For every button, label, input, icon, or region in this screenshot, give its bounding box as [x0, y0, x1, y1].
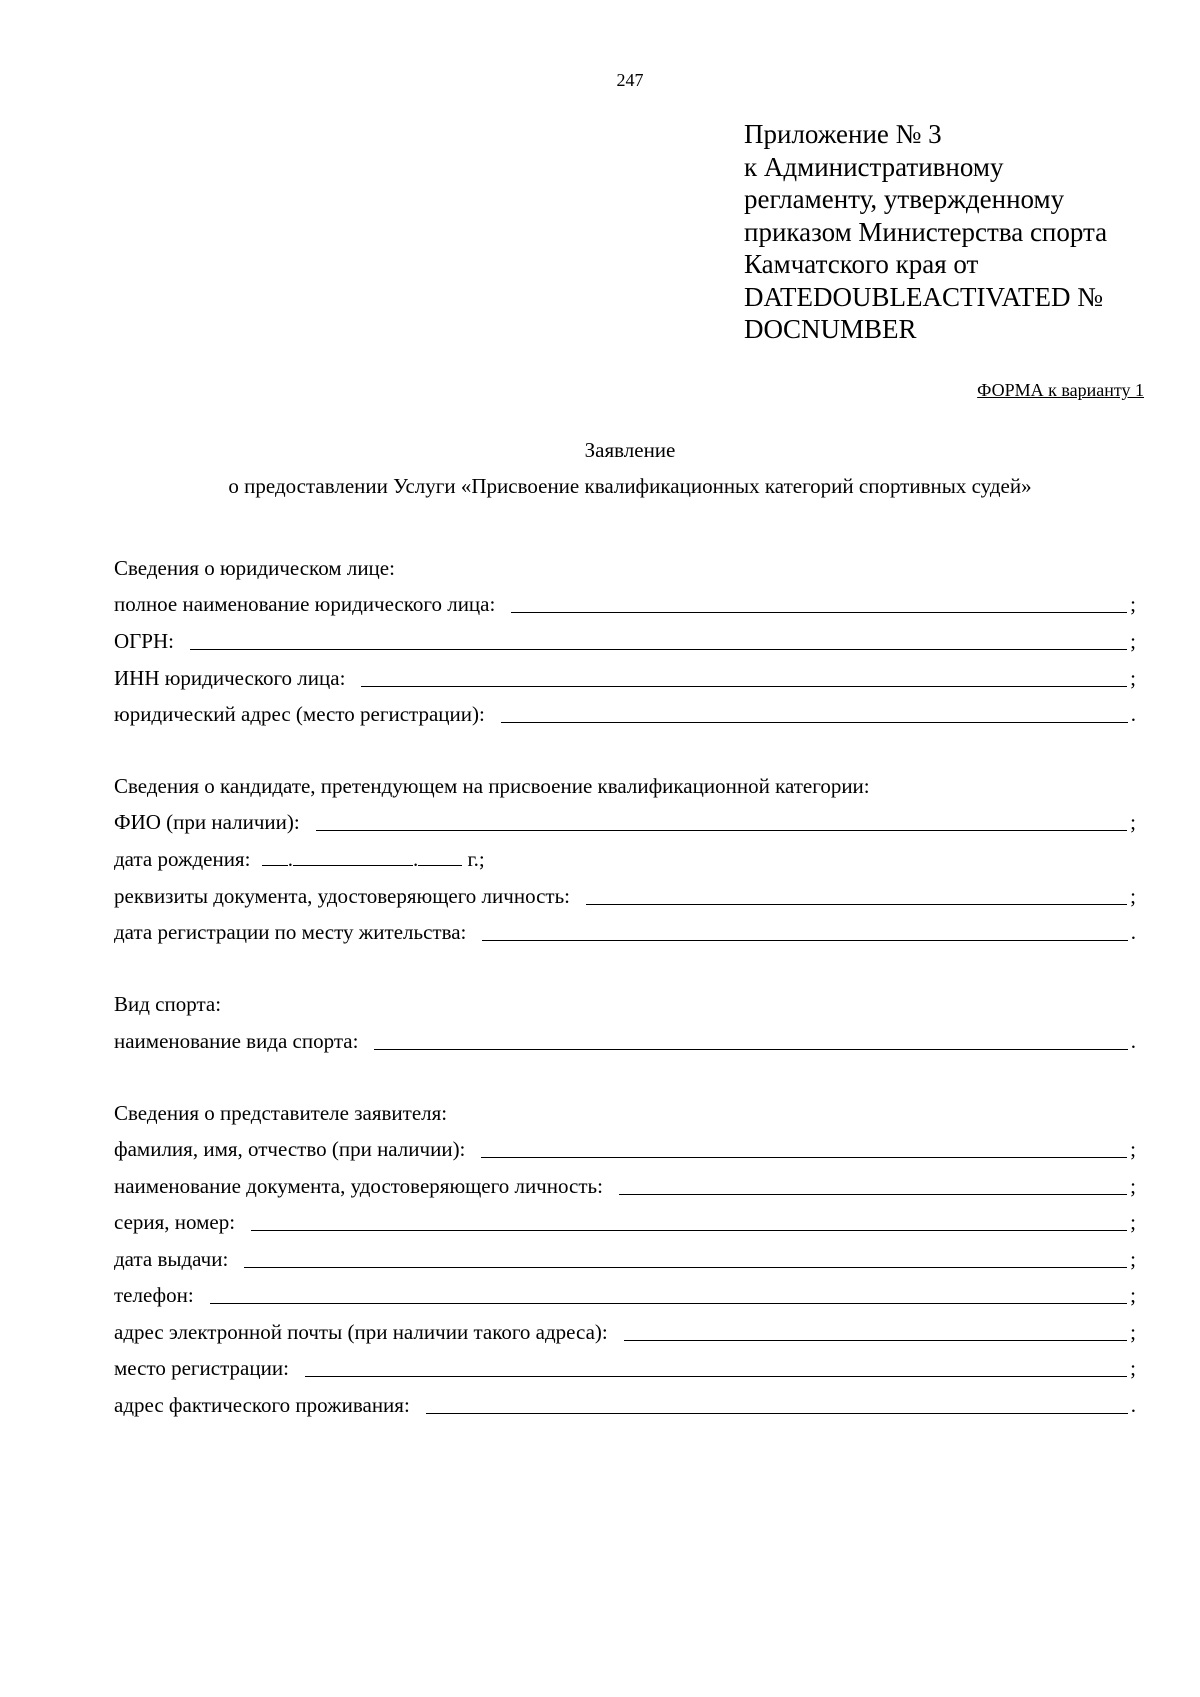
- birth-date-field[interactable]: дата рождения: . . г.;: [114, 847, 485, 871]
- field-label: серия, номер:: [114, 1210, 236, 1234]
- form-variant-label: ФОРМА к варианту 1: [977, 380, 1144, 400]
- registration-place-field[interactable]: [114, 1354, 1136, 1382]
- field-label: ОГРН:: [114, 629, 174, 653]
- fill-in-line[interactable]: [251, 1230, 1127, 1231]
- legal-entity-heading: Сведения о юридическом лице:: [114, 556, 395, 580]
- year-suffix: г.;: [467, 847, 485, 871]
- field-terminator: ;: [1130, 810, 1136, 834]
- email-field[interactable]: [114, 1318, 1136, 1346]
- field-label: юридический адрес (место регистрации):: [114, 702, 485, 726]
- series-number-field[interactable]: [114, 1208, 1136, 1236]
- inn-field[interactable]: [114, 664, 1136, 692]
- field-terminator: .: [1130, 702, 1136, 726]
- id-document-field[interactable]: [114, 882, 1136, 910]
- field-label: наименование документа, удостоверяющего личность:: [114, 1174, 603, 1198]
- appendix-line: приказом Министерства спорта: [744, 216, 1108, 247]
- representative-fio-field[interactable]: [114, 1135, 1136, 1163]
- appendix-line: Камчатского края от: [744, 249, 979, 279]
- legal-address-field[interactable]: [114, 700, 1136, 728]
- field-label: адрес фактического проживания:: [114, 1393, 410, 1417]
- field-terminator: ;: [1130, 1356, 1136, 1380]
- birth-year-blank[interactable]: [418, 845, 462, 866]
- field-terminator: ;: [1130, 884, 1136, 908]
- fill-in-line[interactable]: [361, 686, 1127, 687]
- field-terminator: ;: [1130, 1320, 1136, 1344]
- legal-entity-full-name-field[interactable]: [114, 590, 1136, 618]
- field-label: место регистрации:: [114, 1356, 289, 1380]
- appendix-line: DATEDOUBLEACTIVATED №: [744, 281, 1103, 312]
- birth-month-blank[interactable]: [293, 845, 413, 866]
- field-label: дата выдачи:: [114, 1247, 229, 1271]
- fill-in-line[interactable]: [305, 1376, 1127, 1377]
- field-terminator: ;: [1130, 666, 1136, 690]
- candidate-fio-field[interactable]: [114, 808, 1136, 836]
- document-subtitle: о предоставлении Услуги «Присвоение квалификационных категорий спортивных судей»: [228, 474, 1032, 498]
- field-terminator: ;: [1130, 592, 1136, 616]
- field-terminator: ;: [1130, 1210, 1136, 1234]
- appendix-block: [744, 118, 1184, 346]
- field-label: реквизиты документа, удостоверяющего личность:: [114, 884, 571, 908]
- fill-in-line[interactable]: [586, 904, 1127, 905]
- fill-in-line[interactable]: [619, 1194, 1127, 1195]
- field-terminator: .: [1130, 1393, 1136, 1417]
- field-terminator: ;: [1130, 1174, 1136, 1198]
- appendix-line: Приложение № 3: [744, 119, 942, 149]
- birth-day-blank[interactable]: [262, 845, 288, 866]
- registration-date-field[interactable]: [114, 918, 1136, 946]
- fill-in-line[interactable]: [624, 1340, 1127, 1341]
- document-title: Заявление: [584, 438, 676, 462]
- field-terminator: .: [1130, 1029, 1136, 1053]
- field-label: дата рождения:: [114, 847, 251, 871]
- candidate-heading: Сведения о кандидате, претендующем на присвоение квалификационной категории:: [114, 774, 870, 798]
- issue-date-field[interactable]: [114, 1245, 1136, 1273]
- field-label: полное наименование юридического лица:: [114, 592, 496, 616]
- actual-address-field[interactable]: [114, 1391, 1136, 1419]
- field-terminator: ;: [1130, 1137, 1136, 1161]
- representative-heading: Сведения о представителе заявителя:: [114, 1101, 448, 1125]
- field-label: адрес электронной почты (при наличии такого адреса):: [114, 1320, 608, 1344]
- fill-in-line[interactable]: [210, 1303, 1127, 1304]
- field-terminator: ;: [1130, 1283, 1136, 1307]
- fill-in-line[interactable]: [190, 649, 1127, 650]
- field-label: ФИО (при наличии):: [114, 810, 300, 834]
- fill-in-line[interactable]: [316, 830, 1127, 831]
- fill-in-line[interactable]: [374, 1049, 1127, 1050]
- field-terminator: ;: [1130, 629, 1136, 653]
- fill-in-line[interactable]: [482, 940, 1127, 941]
- field-terminator: ;: [1130, 1247, 1136, 1271]
- field-label: наименование вида спорта:: [114, 1029, 359, 1053]
- field-terminator: .: [1130, 920, 1136, 944]
- fill-in-line[interactable]: [511, 612, 1127, 613]
- phone-field[interactable]: [114, 1281, 1136, 1309]
- field-label: фамилия, имя, отчество (при наличии):: [114, 1137, 466, 1161]
- appendix-line: регламенту, утвержденному: [744, 184, 1065, 214]
- fill-in-line[interactable]: [501, 722, 1128, 723]
- page-number: 247: [616, 70, 644, 90]
- sport-heading: Вид спорта:: [114, 992, 222, 1016]
- field-label: дата регистрации по месту жительства:: [114, 920, 467, 944]
- fill-in-line[interactable]: [481, 1157, 1127, 1158]
- field-label: ИНН юридического лица:: [114, 666, 346, 690]
- appendix-line: DOCNUMBER: [744, 314, 917, 344]
- fill-in-line[interactable]: [244, 1267, 1127, 1268]
- appendix-line: к Административному: [744, 151, 1004, 182]
- representative-document-field[interactable]: [114, 1172, 1136, 1200]
- fill-in-line[interactable]: [426, 1413, 1128, 1414]
- ogrn-field[interactable]: [114, 627, 1136, 655]
- sport-name-field[interactable]: [114, 1027, 1136, 1055]
- field-label: телефон:: [114, 1283, 194, 1307]
